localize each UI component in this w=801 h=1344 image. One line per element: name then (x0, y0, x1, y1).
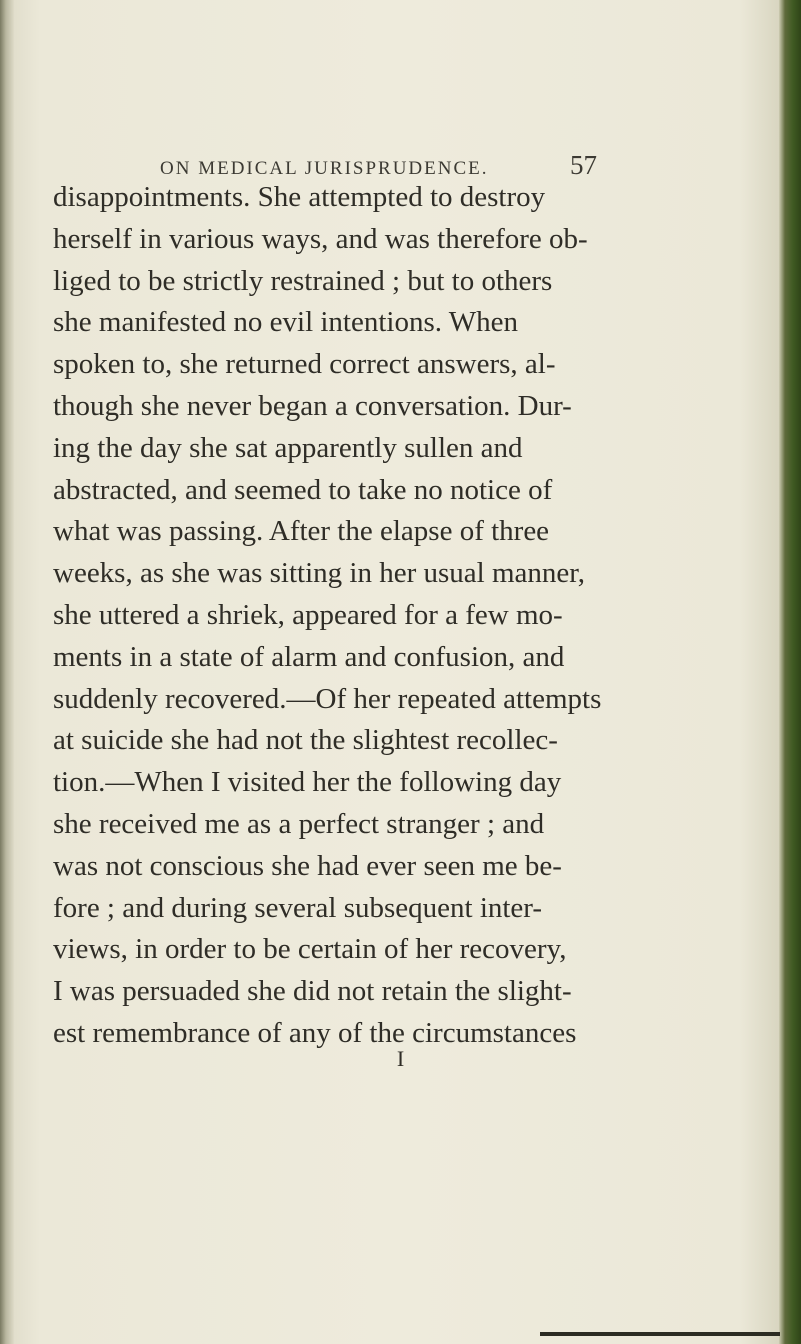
text-line-5: spoken to, she returned correct answers, al- (53, 348, 556, 381)
text-line-19: views, in order to be certain of her recovery, (53, 933, 567, 966)
text-line-20: I was persuaded she did not retain the slight- (53, 975, 572, 1008)
page-cover-edge (779, 0, 801, 1344)
text-line-11: she uttered a shriek, appeared for a few mo- (53, 599, 563, 631)
running-head: ON MEDICAL JURISPRUDENCE. (160, 158, 489, 179)
text-line-12: ments in a state of alarm and confusion, and (53, 640, 565, 673)
text-line-8: abstracted, and seemed to take no notice of (53, 473, 553, 506)
bottom-edge-rule (540, 1332, 780, 1336)
page-binding-edge (0, 0, 14, 1344)
text-line-4: she manifested no evil intentions. When (53, 306, 518, 339)
text-line-17: was not conscious she had ever seen me be- (53, 849, 562, 882)
text-line-10: weeks, as she was sitting in her usual manner, (53, 557, 585, 590)
text-line-9: what was passing. After the elapse of three (53, 515, 550, 548)
text-line-18: fore ; and during several subsequent inter- (53, 891, 543, 924)
signature-mark: I (396, 1046, 405, 1071)
text-line-3: liged to be strictly restrained ; but to others (53, 264, 553, 297)
text-line-1: disappointments. She attempted to destroy (53, 181, 546, 213)
text-line-14: at suicide she had not the slightest recollec- (53, 724, 558, 757)
text-line-15: tion.—When I visited her the following day (53, 766, 562, 799)
text-line-13: suddenly recovered.—Of her repeated attempts (53, 682, 602, 715)
text-line-21: est remembrance of any of the circumstances (53, 1017, 577, 1049)
text-line-7: ing the day she sat apparently sullen and (53, 431, 523, 464)
text-line-2: herself in various ways, and was therefore ob- (53, 222, 588, 255)
page-number: 57 (570, 150, 597, 180)
text-line-16: she received me as a perfect stranger ; and (53, 808, 545, 840)
text-line-6: though she never began a conversation. Dur- (53, 390, 572, 422)
